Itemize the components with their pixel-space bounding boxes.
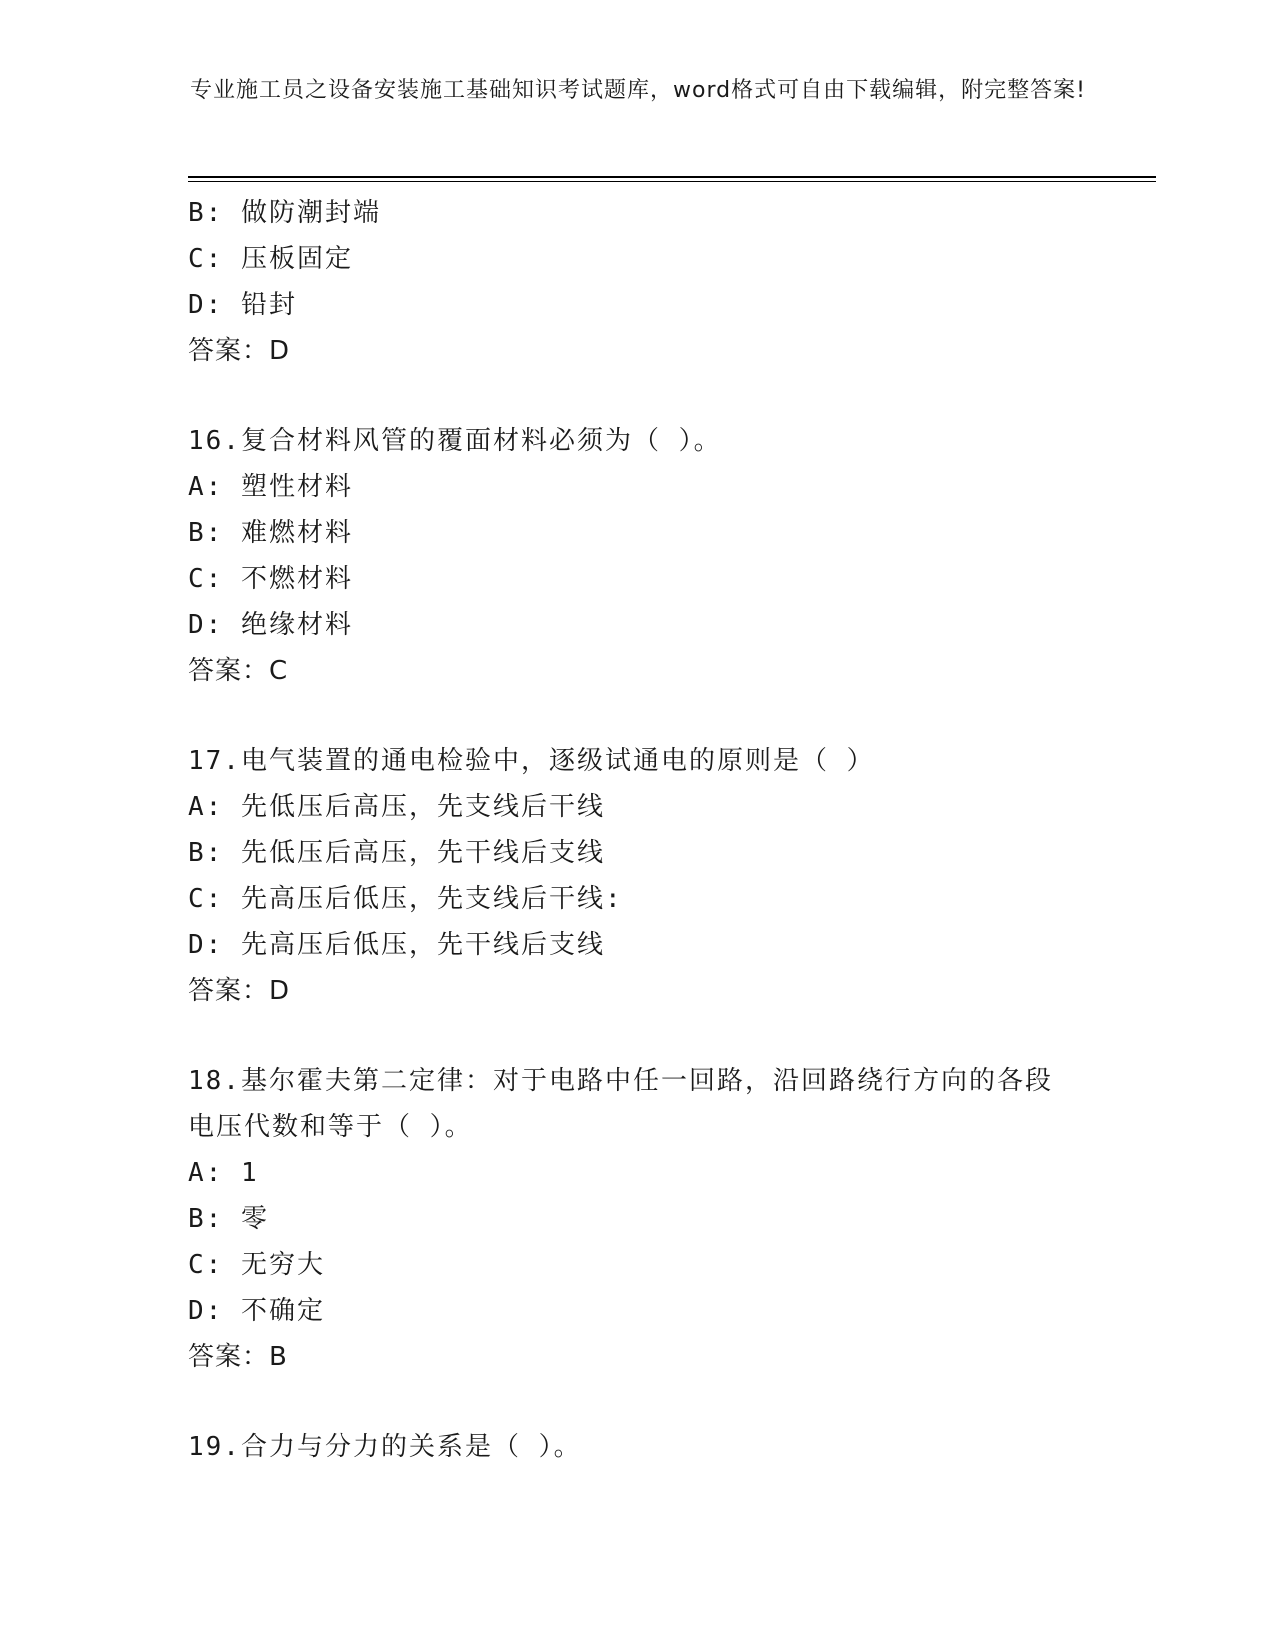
question-stem-line-2: 电压代数和等于（ ）。	[188, 1112, 473, 1142]
header-rule-thin	[188, 181, 1156, 182]
answer: 答案：C	[188, 656, 289, 686]
answer: 答案：D	[188, 976, 291, 1006]
answer: 答案：B	[188, 1342, 288, 1372]
option-d: D: 绝缘材料	[188, 610, 353, 640]
option-d: D: 铅封	[188, 290, 297, 320]
option-a: A: 塑性材料	[188, 472, 353, 502]
option-b: B: 零	[188, 1204, 269, 1234]
option-b: B: 难燃材料	[188, 518, 353, 548]
question-19	[188, 1424, 1088, 1470]
option-d: D: 先高压后低压，先干线后支线	[188, 930, 605, 960]
question-17	[188, 738, 1088, 1014]
option-c: C: 无穷大	[188, 1250, 325, 1280]
option-c: C: 不燃材料	[188, 564, 353, 594]
option-b: B: 先低压后高压，先干线后支线	[188, 838, 605, 868]
option-c: C: 先高压后低压，先支线后干线:	[188, 884, 623, 914]
option-b: B: 做防潮封端	[188, 198, 381, 228]
question-stem: 16.复合材料风管的覆面材料必须为（ ）。	[188, 426, 722, 456]
question-16	[188, 418, 1088, 694]
question-stem: 19.合力与分力的关系是（ ）。	[188, 1432, 582, 1462]
option-c: C: 压板固定	[188, 244, 353, 274]
question-15-continued	[188, 190, 1088, 374]
option-d: D: 不确定	[188, 1296, 325, 1326]
header-rule-thick	[188, 176, 1156, 178]
option-a: A: 1	[188, 1158, 259, 1188]
answer: 答案：D	[188, 336, 291, 366]
document-header: 专业施工员之设备安装施工基础知识考试题库，word格式可自由下载编辑，附完整答案!	[190, 78, 1086, 103]
question-18	[188, 1058, 1088, 1380]
option-a: A: 先低压后高压，先支线后干线	[188, 792, 605, 822]
question-list	[188, 190, 1088, 1470]
question-stem-line-1: 18.基尔霍夫第二定律：对于电路中任一回路，沿回路绕行方向的各段	[188, 1066, 1053, 1096]
question-stem: 17.电气装置的通电检验中，逐级试通电的原则是（ ）	[188, 746, 875, 776]
